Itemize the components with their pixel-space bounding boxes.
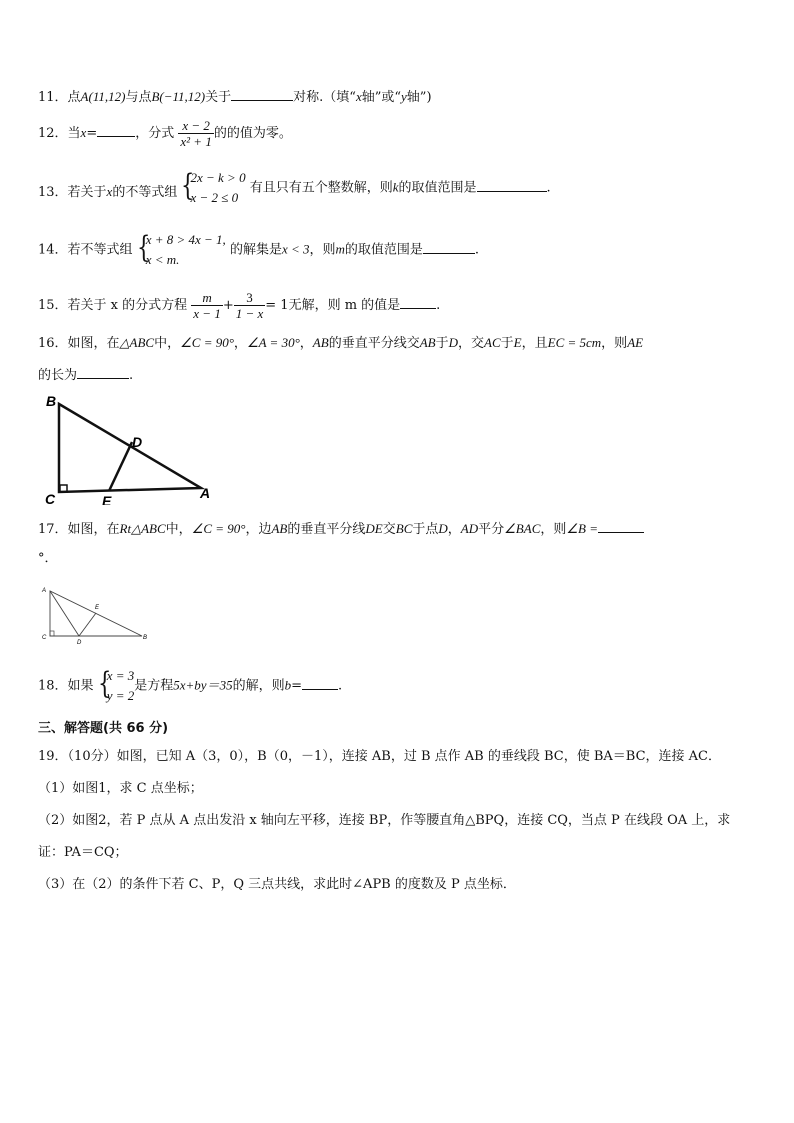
label-c: C	[42, 635, 47, 641]
q16-sep: ，	[233, 336, 247, 351]
q15-pre: 15．若关于 x 的分式方程	[38, 298, 188, 313]
question-16-line1	[38, 334, 643, 353]
question-17-line1	[38, 520, 644, 539]
q17-j: ，则	[540, 522, 567, 537]
q13-end: .	[546, 180, 551, 196]
q16-c: ，	[299, 336, 313, 351]
segment-de	[109, 442, 132, 491]
q14-mid: 的解集是	[229, 242, 282, 258]
q17-i: 平分	[478, 522, 505, 537]
question-14	[38, 230, 479, 270]
fraction	[234, 290, 266, 321]
question-17-line2	[38, 550, 58, 568]
denominator: x − 1	[193, 306, 221, 321]
system-row: x + 8 > 4x − 1,	[145, 232, 226, 247]
q12-eq: =	[86, 126, 98, 141]
q11-after: 关于	[205, 90, 232, 105]
q14-mid2: ，则	[309, 242, 336, 258]
q16-c2: ∠A = 30°	[246, 335, 300, 350]
q16-ae: AE	[627, 335, 644, 350]
q16-b: 中，	[154, 336, 181, 351]
q11-tail: 对称.（填“	[293, 90, 356, 105]
q17-bac: ∠BAC	[504, 521, 541, 536]
q17-b2: ∠B =	[566, 521, 599, 536]
inequality-system	[137, 230, 226, 270]
q16-l2: 的长为	[38, 368, 78, 383]
q13-mid: 的不等式组	[112, 184, 178, 200]
label-a: A	[42, 588, 47, 594]
q16-end: .	[129, 368, 134, 383]
label-d: D	[77, 640, 82, 646]
q15-end: .	[436, 298, 441, 313]
answer-blank[interactable]	[302, 677, 338, 690]
q15-eq: = 1	[265, 298, 289, 313]
label-e: E	[95, 605, 100, 611]
q11-tail2: 轴”或“	[361, 90, 402, 105]
q14-cond: x < 3	[281, 241, 310, 257]
answer-blank[interactable]	[77, 366, 129, 379]
inequality-system	[181, 168, 245, 208]
answer-blank[interactable]	[400, 296, 436, 309]
segment-de	[79, 613, 96, 636]
q15-tail: 无解，则 m 的值是	[288, 298, 401, 313]
question-12	[38, 118, 292, 149]
q18-eqn: 5x+by＝35	[173, 677, 233, 693]
q16-g: 于	[500, 336, 514, 351]
figure-17-triangle	[38, 582, 153, 648]
question-19-line1: 19．（10分）如图，已知 A（3，0），B（0，－1），连接 AB，过 B 点作 AB 的垂线段 BC，使 BA＝BC，连接 AC．	[38, 749, 721, 764]
coord-a: (11,12)	[88, 89, 126, 104]
q18-pre: 18．如果	[38, 678, 94, 694]
fraction	[191, 290, 223, 321]
k-var: k	[392, 179, 399, 195]
denominator: 1 − x	[235, 306, 264, 321]
system-row: y = 2	[106, 688, 135, 703]
system-row: x − 2 ≤ 0	[190, 190, 239, 205]
q17-d: ，边	[245, 522, 272, 537]
b-var: b	[284, 677, 292, 693]
denominator: x² + 1	[180, 134, 212, 149]
q18-tail: 的解，则	[232, 678, 285, 694]
q16-i: ，则	[601, 336, 628, 351]
numerator: x − 2	[178, 118, 213, 134]
label-b: B	[46, 393, 57, 409]
question-11	[38, 88, 432, 107]
answer-blank[interactable]	[231, 88, 293, 101]
q12-tail: 的的值为零。	[213, 126, 292, 141]
q16-ac: AC	[484, 335, 501, 350]
q18-eq: =	[291, 678, 302, 694]
question-19-part3: （3）在（2）的条件下若 C、P，Q 三点共线，求此时∠APB 的度数及 P 点坐标．	[38, 877, 516, 892]
q16-ab2: AB	[419, 335, 436, 350]
y-var: y	[401, 89, 407, 104]
question-18	[38, 666, 342, 706]
q14-pre: 14．若不等式组	[38, 242, 133, 258]
answer-blank[interactable]	[477, 179, 547, 192]
right-angle-mark	[50, 631, 54, 636]
q16-e: 于	[435, 336, 449, 351]
q17-e: 的垂直平分线	[287, 522, 366, 537]
system-row: x < m.	[145, 252, 180, 267]
question-19-part2-cont: 证：PA＝CQ；	[38, 845, 128, 860]
q16-f: ，交	[458, 336, 485, 351]
brace-icon: {	[181, 168, 195, 203]
label-e: E	[102, 493, 112, 505]
answer-blank[interactable]	[97, 124, 135, 137]
q17-de: DE	[365, 521, 383, 536]
q17-a: 17．如图，在	[38, 522, 120, 537]
q13-tail: 的取值范围是	[398, 180, 477, 196]
label-d: D	[132, 434, 143, 450]
answer-blank[interactable]	[598, 520, 644, 533]
section-heading: 三、解答题(共 66 分)	[38, 721, 169, 736]
q16-d: 的垂直平分线交	[328, 336, 420, 351]
x-var: x	[106, 183, 113, 199]
label-a: A	[200, 485, 211, 501]
q12-pre: 12．当	[38, 126, 81, 141]
q11-text: 11．点	[38, 90, 81, 105]
question-19-part2: （2）如图2，若 P 点从 A 点出发沿 x 轴向左平移，连接 BP，作等腰直角△BPQ，连接 CQ，当点 P 在线段 OA 上，求	[38, 813, 731, 828]
figure-16-triangle	[40, 390, 220, 505]
q16-ept: E	[513, 335, 522, 350]
q13-pre: 13．若关于	[38, 184, 107, 200]
q14-tail: 的取值范围是	[344, 242, 423, 258]
q16-c1: ∠C = 90°	[180, 335, 234, 350]
q16-a: 16．如图，在	[38, 336, 120, 351]
q12-mid: ，分式	[135, 126, 175, 141]
q16-tri: △ABC	[119, 335, 155, 350]
system-row: x = 3	[106, 668, 135, 683]
point-b: B	[151, 89, 160, 104]
label-c: C	[45, 491, 56, 505]
q17-rt: Rt△ABC	[119, 521, 166, 536]
question-15	[38, 290, 440, 321]
x-var: x	[80, 125, 87, 140]
label-b: B	[143, 635, 148, 641]
brace-icon: {	[136, 230, 151, 265]
answer-blank[interactable]	[423, 241, 475, 254]
q17-dpt: D	[438, 521, 448, 536]
point-a: A	[80, 89, 89, 104]
q14-end: .	[474, 242, 480, 258]
q17-c: ∠C = 90°	[191, 521, 246, 536]
q17-g: 于点	[412, 522, 439, 537]
question-19-part1: （1）如图1，求 C 点坐标；	[38, 781, 203, 796]
q16-ab: AB	[312, 335, 329, 350]
q17-l2: °．	[38, 551, 58, 566]
q16-h: ，且	[521, 336, 548, 351]
q13-post: 有且只有五个整数解，则	[249, 180, 393, 196]
question-13	[38, 168, 551, 208]
equation-system	[98, 666, 135, 706]
q16-ec: EC = 5cm	[547, 335, 602, 350]
q17-f: 交	[382, 522, 396, 537]
numerator: 3	[234, 290, 266, 306]
m-var: m	[335, 241, 345, 257]
system-row: 2x − k > 0	[190, 170, 246, 185]
q17-ab: AB	[271, 521, 288, 536]
numerator: m	[191, 290, 223, 306]
q18-end: .	[338, 678, 343, 694]
question-16-line2	[38, 366, 133, 385]
x-var: x	[355, 89, 362, 104]
fraction	[178, 118, 213, 149]
q17-ad: AD	[460, 521, 479, 536]
q17-b: 中，	[165, 522, 192, 537]
plus-sign: +	[222, 298, 234, 313]
brace-icon: {	[97, 666, 112, 701]
q11-tail3: 轴”)	[406, 90, 432, 105]
q16-dpt: D	[448, 335, 458, 350]
q18-mid: 是方程	[134, 678, 174, 694]
coord-b: (−11,12)	[159, 89, 206, 104]
q17-h: ，	[447, 522, 461, 537]
q17-bc: BC	[395, 521, 413, 536]
q11-mid: 与点	[125, 90, 152, 105]
